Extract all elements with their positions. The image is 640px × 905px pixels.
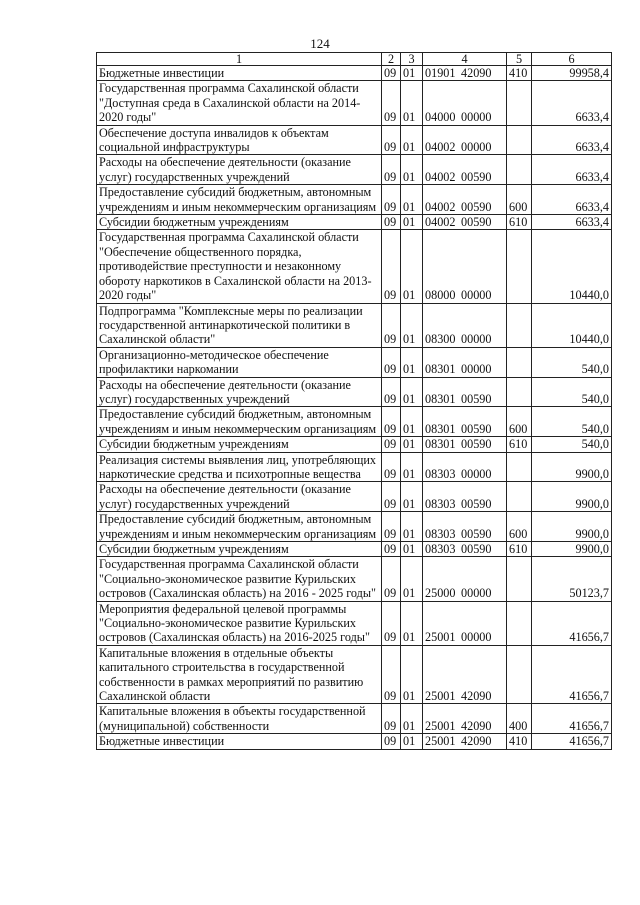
row-subsection: 01 <box>401 734 423 749</box>
row-name: Предоставление субсидий бюджетным, автономным учреждениям и иным некоммерческим организациям <box>97 407 382 437</box>
table-row <box>97 734 612 749</box>
row-subsection: 01 <box>401 645 423 704</box>
row-name: Бюджетные инвестиции <box>97 734 382 749</box>
row-target-article <box>423 303 507 347</box>
table-row <box>97 347 612 377</box>
row-sum: 10440,0 <box>532 230 612 303</box>
row-subsection: 01 <box>401 377 423 407</box>
row-subsection: 01 <box>401 437 423 452</box>
row-subsection: 01 <box>401 452 423 482</box>
row-direction-code: 00590 <box>461 215 492 230</box>
header-col-3: 3 <box>401 53 423 66</box>
row-program-code: 04002 <box>425 169 456 184</box>
header-col-6: 6 <box>532 53 612 66</box>
table-row <box>97 185 612 215</box>
row-expense-type: 600 <box>507 185 532 215</box>
row-name: Субсидии бюджетным учреждениям <box>97 542 382 557</box>
table-row <box>97 125 612 155</box>
row-section: 09 <box>382 215 401 230</box>
row-target-article <box>423 452 507 482</box>
row-name: Субсидии бюджетным учреждениям <box>97 437 382 452</box>
table-row <box>97 557 612 601</box>
row-sum: 540,0 <box>532 377 612 407</box>
row-section: 09 <box>382 734 401 749</box>
row-sum: 9900,0 <box>532 512 612 542</box>
row-sum: 50123,7 <box>532 557 612 601</box>
row-sum: 540,0 <box>532 347 612 377</box>
table-row <box>97 601 612 645</box>
row-direction-code: 00000 <box>461 140 492 155</box>
row-program-code: 01901 <box>425 66 456 80</box>
row-target-article <box>423 557 507 601</box>
row-section: 09 <box>382 185 401 215</box>
row-program-code: 25001 <box>425 734 456 749</box>
row-direction-code: 00590 <box>461 391 492 406</box>
row-direction-code: 00000 <box>461 586 492 601</box>
row-program-code: 08301 <box>425 437 456 452</box>
row-expense-type: 610 <box>507 437 532 452</box>
row-subsection: 01 <box>401 482 423 512</box>
budget-table <box>96 52 612 750</box>
row-section: 09 <box>382 542 401 557</box>
row-subsection: 01 <box>401 407 423 437</box>
row-subsection: 01 <box>401 542 423 557</box>
row-expense-type <box>507 125 532 155</box>
row-subsection: 01 <box>401 230 423 303</box>
row-program-code: 04002 <box>425 199 456 214</box>
row-name: Обеспечение доступа инвалидов к объектам социальной инфраструктуры <box>97 125 382 155</box>
row-program-code: 08301 <box>425 391 456 406</box>
row-name: Организационно-методическое обеспечение профилактики наркомании <box>97 347 382 377</box>
row-name: Государственная программа Сахалинской области "Обеспечение общественного порядка, противодействие преступности и незаконному обороту наркотиков в Сахалинской области на 2013-2020 годы" <box>97 230 382 303</box>
row-section: 09 <box>382 601 401 645</box>
row-expense-type <box>507 452 532 482</box>
row-name: Мероприятия федеральной целевой программы "Социально-экономическое развитие Курильских островов (Сахалинская область) на 2016-2025 годы" <box>97 601 382 645</box>
table-row <box>97 482 612 512</box>
row-sum: 9900,0 <box>532 542 612 557</box>
row-section: 09 <box>382 407 401 437</box>
row-expense-type <box>507 377 532 407</box>
row-program-code: 25001 <box>425 689 456 704</box>
row-target-article <box>423 407 507 437</box>
row-name: Капитальные вложения в отдельные объекты капитального строительства в государственной собственности в рамках мероприятий по развитию Сахалинской области <box>97 645 382 704</box>
row-subsection: 01 <box>401 155 423 185</box>
row-target-article <box>423 512 507 542</box>
row-program-code: 25001 <box>425 718 456 733</box>
row-target-article <box>423 704 507 734</box>
table-row <box>97 542 612 557</box>
row-direction-code: 42090 <box>461 689 492 704</box>
row-name: Государственная программа Сахалинской области "Социально-экономическое развитие Курильских островов (Сахалинская область) на 2016 - 2025 годы" <box>97 557 382 601</box>
row-expense-type <box>507 482 532 512</box>
row-sum: 41656,7 <box>532 704 612 734</box>
table-row <box>97 66 612 81</box>
table-row <box>97 377 612 407</box>
row-sum: 41656,7 <box>532 601 612 645</box>
row-target-article <box>423 347 507 377</box>
row-expense-type <box>507 601 532 645</box>
row-program-code: 04002 <box>425 140 456 155</box>
table-row <box>97 230 612 303</box>
row-program-code: 08303 <box>425 542 456 556</box>
row-direction-code: 00590 <box>461 421 492 436</box>
row-section: 09 <box>382 557 401 601</box>
table-row <box>97 437 612 452</box>
row-sum: 6633,4 <box>532 155 612 185</box>
row-section: 09 <box>382 347 401 377</box>
header-row <box>97 53 612 66</box>
row-target-article <box>423 125 507 155</box>
row-expense-type: 600 <box>507 407 532 437</box>
row-name: Предоставление субсидий бюджетным, автономным учреждениям и иным некоммерческим организациям <box>97 185 382 215</box>
row-expense-type: 600 <box>507 512 532 542</box>
row-expense-type: 400 <box>507 704 532 734</box>
row-direction-code: 00000 <box>461 288 492 303</box>
row-target-article <box>423 601 507 645</box>
table-row <box>97 452 612 482</box>
row-subsection: 01 <box>401 303 423 347</box>
row-section: 09 <box>382 437 401 452</box>
row-expense-type: 410 <box>507 66 532 81</box>
row-sum: 540,0 <box>532 407 612 437</box>
row-subsection: 01 <box>401 557 423 601</box>
row-direction-code: 00000 <box>461 332 492 347</box>
row-expense-type <box>507 303 532 347</box>
row-expense-type: 610 <box>507 542 532 557</box>
row-section: 09 <box>382 512 401 542</box>
row-section: 09 <box>382 645 401 704</box>
row-sum: 540,0 <box>532 437 612 452</box>
row-subsection: 01 <box>401 81 423 125</box>
row-subsection: 01 <box>401 66 423 81</box>
row-expense-type <box>507 347 532 377</box>
row-sum: 6633,4 <box>532 215 612 230</box>
row-direction-code: 00590 <box>461 526 492 541</box>
row-sum: 9900,0 <box>532 452 612 482</box>
row-section: 09 <box>382 66 401 81</box>
row-expense-type <box>507 557 532 601</box>
row-section: 09 <box>382 452 401 482</box>
row-program-code: 08000 <box>425 288 456 303</box>
table-row <box>97 407 612 437</box>
table-row <box>97 155 612 185</box>
table-row <box>97 512 612 542</box>
row-name: Расходы на обеспечение деятельности (оказание услуг) государственных учреждений <box>97 377 382 407</box>
row-expense-type <box>507 645 532 704</box>
row-section: 09 <box>382 155 401 185</box>
row-name: Капитальные вложения в объекты государственной (муниципальной) собственности <box>97 704 382 734</box>
row-sum: 6633,4 <box>532 185 612 215</box>
row-program-code: 04002 <box>425 215 456 230</box>
row-target-article <box>423 482 507 512</box>
row-program-code: 08300 <box>425 332 456 347</box>
row-direction-code: 00590 <box>461 496 492 511</box>
row-section: 09 <box>382 704 401 734</box>
row-program-code: 08303 <box>425 496 456 511</box>
row-target-article <box>423 734 507 749</box>
row-name: Предоставление субсидий бюджетным, автономным учреждениям и иным некоммерческим организациям <box>97 512 382 542</box>
row-name: Расходы на обеспечение деятельности (оказание услуг) государственных учреждений <box>97 482 382 512</box>
row-sum: 10440,0 <box>532 303 612 347</box>
row-direction-code: 00590 <box>461 199 492 214</box>
table-row <box>97 704 612 734</box>
row-program-code: 25000 <box>425 586 456 601</box>
row-name: Государственная программа Сахалинской области "Доступная среда в Сахалинской области на 2014-2020 годы" <box>97 81 382 125</box>
table-row <box>97 303 612 347</box>
row-section: 09 <box>382 377 401 407</box>
row-program-code: 08303 <box>425 466 456 481</box>
row-subsection: 01 <box>401 125 423 155</box>
row-target-article <box>423 542 507 557</box>
row-target-article <box>423 155 507 185</box>
row-name: Реализация системы выявления лиц, употребляющих наркотические средства и психотропные вещества <box>97 452 382 482</box>
row-direction-code: 42090 <box>461 734 492 749</box>
row-direction-code: 00000 <box>461 466 492 481</box>
row-expense-type: 610 <box>507 215 532 230</box>
row-program-code: 08301 <box>425 362 456 377</box>
row-target-article <box>423 81 507 125</box>
row-sum: 41656,7 <box>532 645 612 704</box>
row-sum: 6633,4 <box>532 81 612 125</box>
row-section: 09 <box>382 303 401 347</box>
row-program-code: 08303 <box>425 526 456 541</box>
row-target-article <box>423 377 507 407</box>
table-row <box>97 81 612 125</box>
row-direction-code: 00000 <box>461 110 492 125</box>
row-target-article <box>423 215 507 230</box>
row-name: Расходы на обеспечение деятельности (оказание услуг) государственных учреждений <box>97 155 382 185</box>
row-target-article <box>423 437 507 452</box>
row-direction-code: 00590 <box>461 542 492 556</box>
row-expense-type <box>507 155 532 185</box>
row-name: Подпрограмма "Комплексные меры по реализации государственной антинаркотической политики в Сахалинской области" <box>97 303 382 347</box>
row-target-article <box>423 66 507 81</box>
row-section: 09 <box>382 81 401 125</box>
row-direction-code: 42090 <box>461 718 492 733</box>
row-name: Субсидии бюджетным учреждениям <box>97 215 382 230</box>
row-sum: 9900,0 <box>532 482 612 512</box>
header-col-5: 5 <box>507 53 532 66</box>
row-direction-code: 00590 <box>461 169 492 184</box>
row-section: 09 <box>382 482 401 512</box>
row-expense-type: 410 <box>507 734 532 749</box>
table-row <box>97 215 612 230</box>
row-expense-type <box>507 230 532 303</box>
row-sum: 6633,4 <box>532 125 612 155</box>
row-sum: 99958,4 <box>532 66 612 81</box>
row-expense-type <box>507 81 532 125</box>
row-subsection: 01 <box>401 512 423 542</box>
table-row <box>97 645 612 704</box>
row-program-code: 25001 <box>425 630 456 645</box>
row-name: Бюджетные инвестиции <box>97 66 382 81</box>
row-subsection: 01 <box>401 601 423 645</box>
page-number: 124 <box>310 36 330 51</box>
row-subsection: 01 <box>401 185 423 215</box>
row-direction-code: 00000 <box>461 630 492 645</box>
row-program-code: 08301 <box>425 421 456 436</box>
row-direction-code: 00590 <box>461 437 492 452</box>
row-section: 09 <box>382 125 401 155</box>
row-target-article <box>423 645 507 704</box>
row-target-article <box>423 230 507 303</box>
row-section: 09 <box>382 230 401 303</box>
row-subsection: 01 <box>401 704 423 734</box>
row-direction-code: 42090 <box>461 66 492 80</box>
row-direction-code: 00000 <box>461 362 492 377</box>
row-sum: 41656,7 <box>532 734 612 749</box>
row-subsection: 01 <box>401 215 423 230</box>
header-col-4: 4 <box>423 53 507 66</box>
row-subsection: 01 <box>401 347 423 377</box>
row-target-article <box>423 185 507 215</box>
header-col-2: 2 <box>382 53 401 66</box>
row-program-code: 04000 <box>425 110 456 125</box>
header-col-1: 1 <box>97 53 382 66</box>
